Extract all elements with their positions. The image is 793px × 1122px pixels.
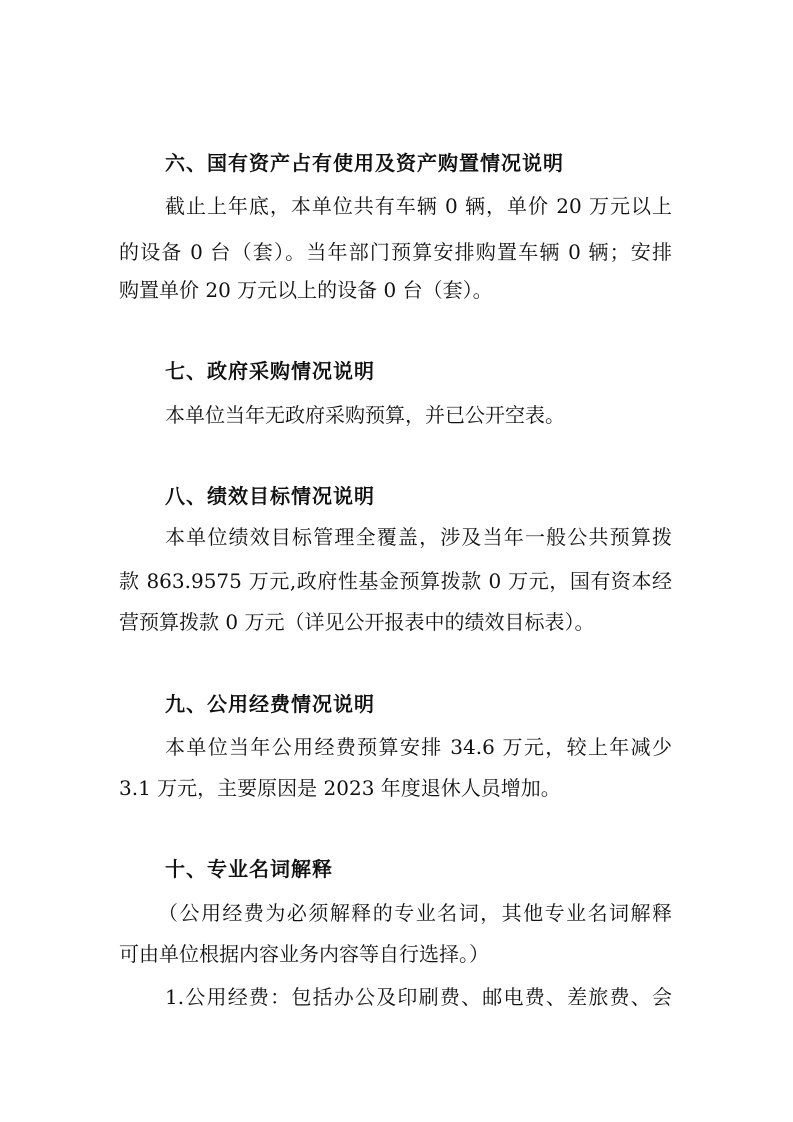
paragraph-line: 本单位绩效目标管理全覆盖，涉及当年一般公共预算拨 [165, 525, 672, 549]
section-heading-8: 八、绩效目标情况说明 [165, 484, 375, 508]
section-heading-6: 六、国有资产占有使用及资产购置情况说明 [165, 151, 564, 175]
paragraph-line: （公用经费为必须解释的专业名词，其他专业名词解释 [158, 901, 672, 925]
paragraph-line: 截止上年底，本单位共有车辆 0 辆，单价 20 万元以上 [165, 194, 672, 218]
paragraph-line: 本单位当年公用经费预算安排 34.6 万元，较上年减少 [165, 735, 672, 759]
paragraph-line: 款 863.9575 万元,政府性基金预算拨款 0 万元，国有资本经 [119, 569, 672, 593]
paragraph-line: 可由单位根据内容业务内容等自行选择。） [119, 942, 489, 966]
paragraph-line: 本单位当年无政府采购预算，并已公开空表。 [165, 403, 565, 427]
paragraph-line: 购置单价 20 万元以上的设备 0 台（套）。 [119, 278, 493, 302]
section-heading-9: 九、公用经费情况说明 [165, 692, 375, 716]
paragraph-line: 3.1 万元，主要原因是 2023 年度退休人员增加。 [119, 776, 561, 800]
paragraph-line: 营预算拨款 0 万元（详见公开报表中的绩效目标表）。 [119, 610, 595, 634]
section-heading-10: 十、专业名词解释 [165, 857, 333, 881]
paragraph-line: 的设备 0 台（套）。当年部门预算安排购置车辆 0 辆；安排 [119, 240, 672, 264]
paragraph-line: 1.公用经费：包括办公及印刷费、邮电费、差旅费、会 [165, 985, 672, 1009]
section-heading-7: 七、政府采购情况说明 [165, 359, 375, 383]
